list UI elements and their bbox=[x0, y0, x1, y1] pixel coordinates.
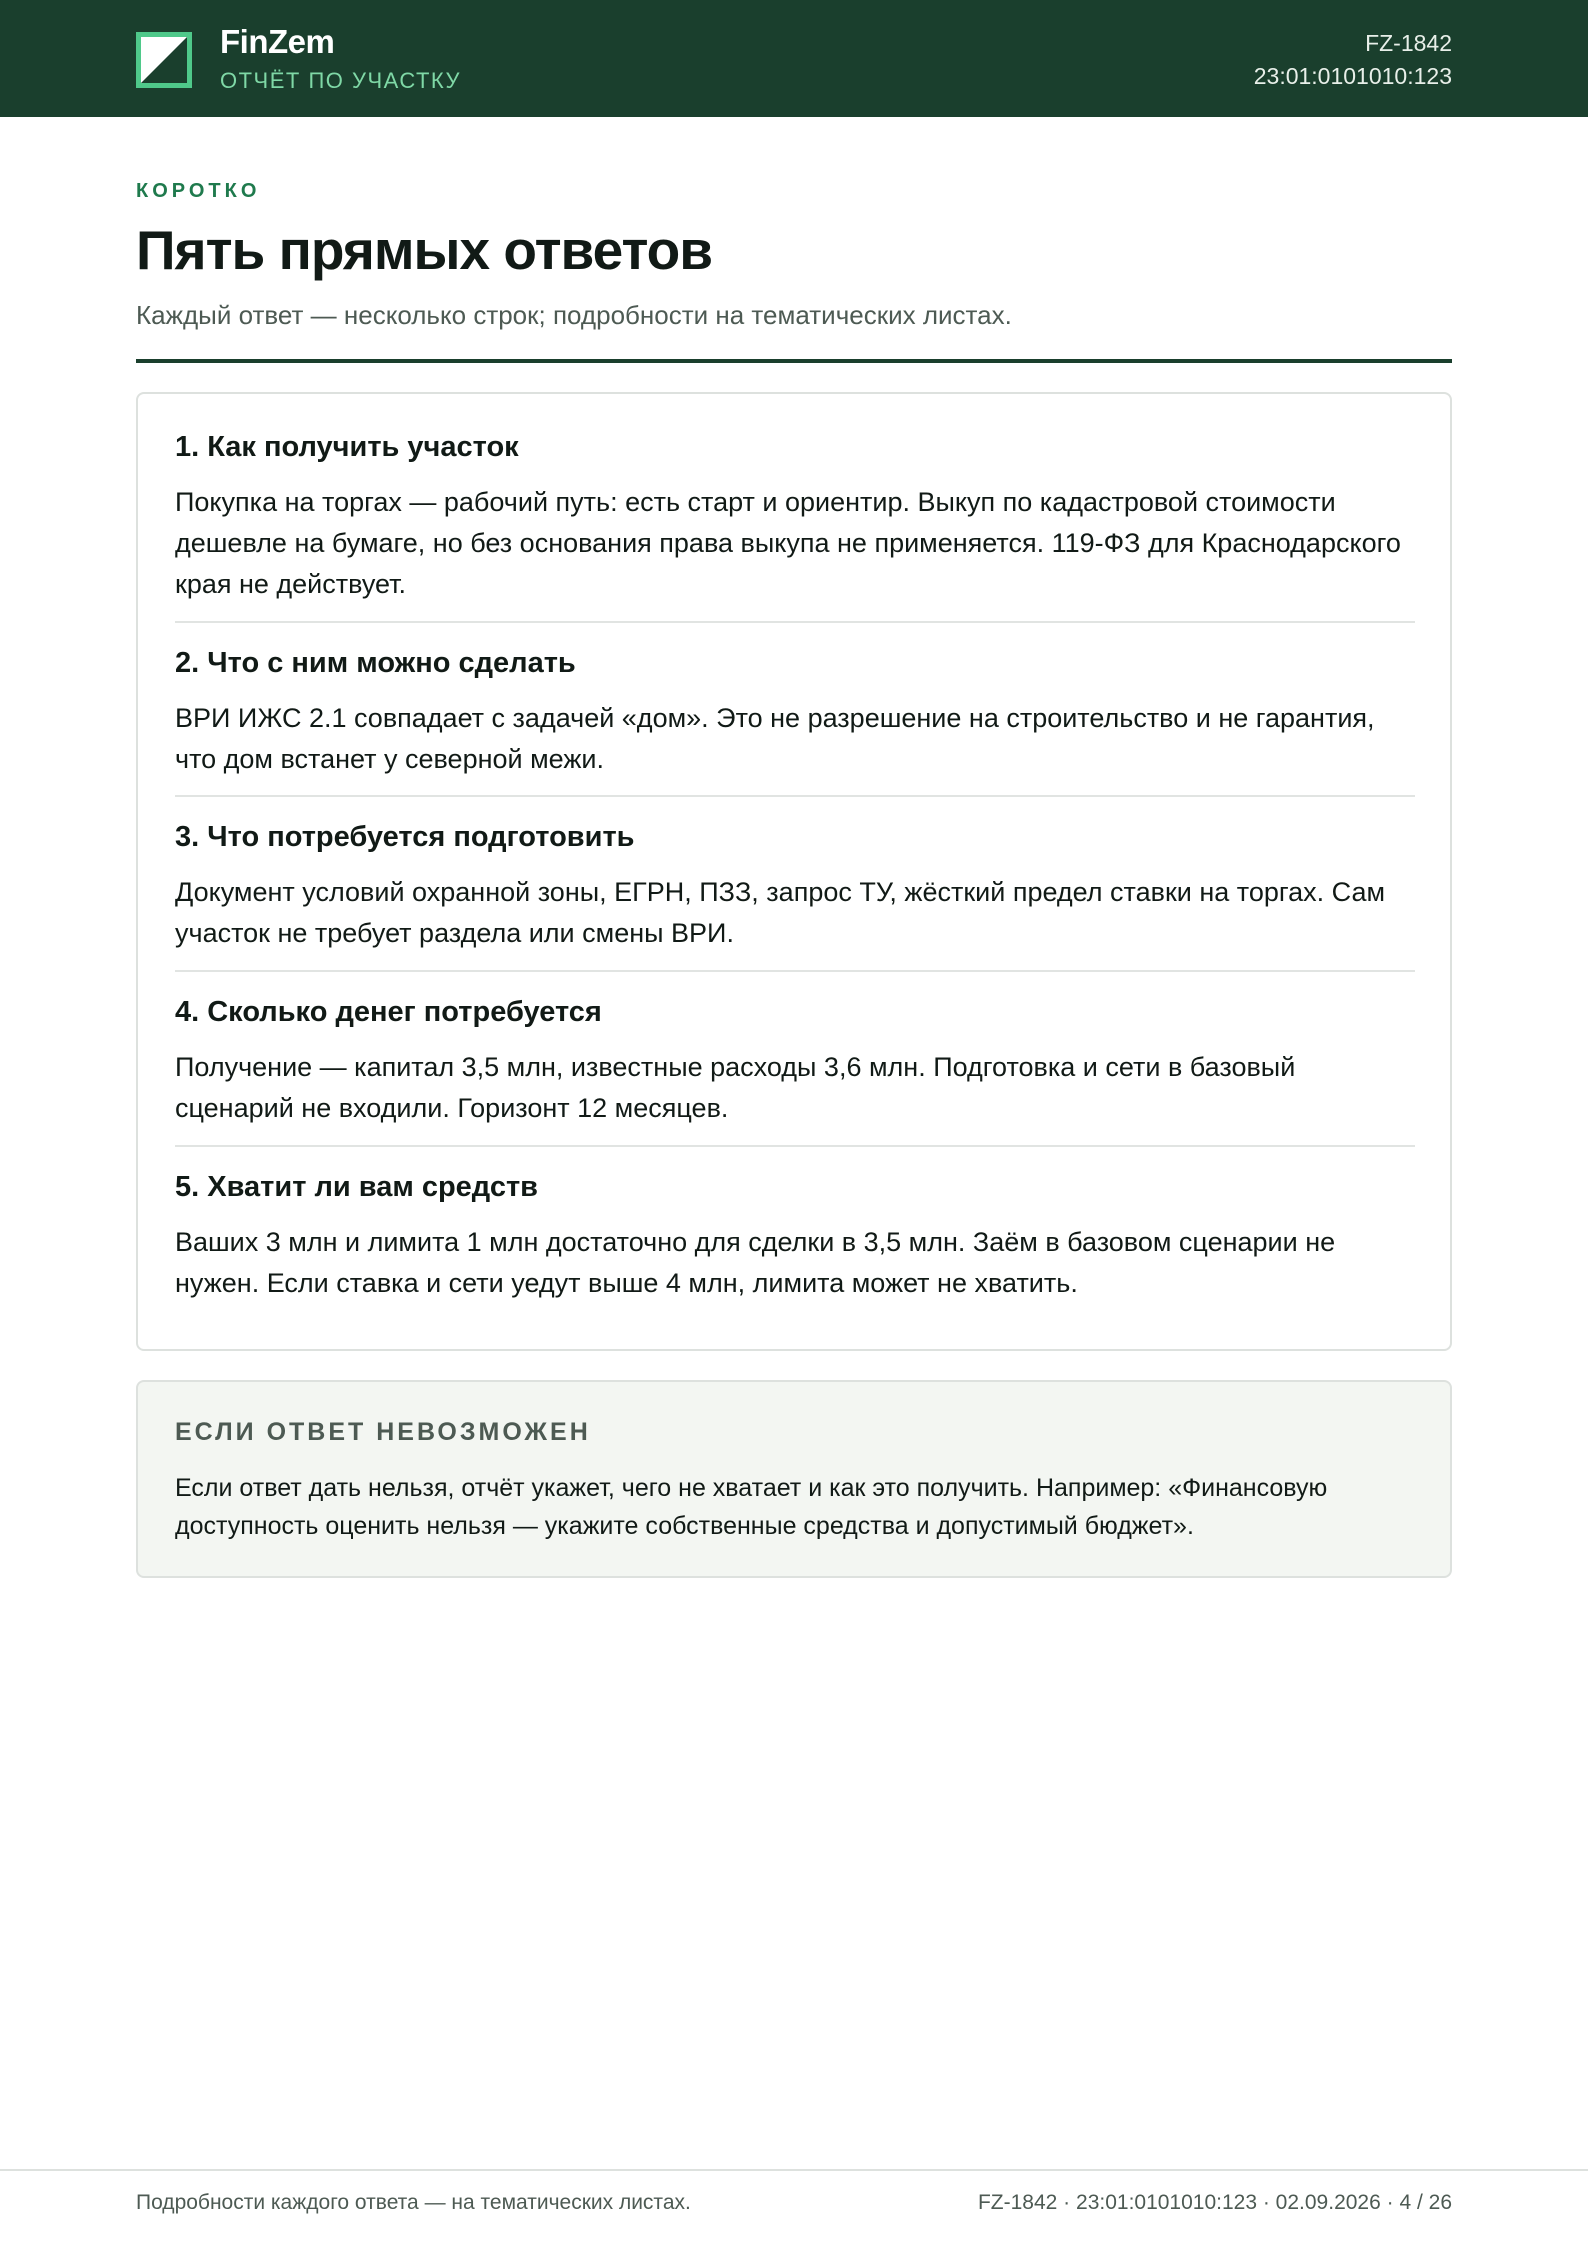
footer-divider bbox=[0, 2169, 1588, 2171]
answer-item bbox=[175, 430, 1415, 605]
answer-divider bbox=[175, 970, 1415, 972]
report-subtitle: ОТЧЁТ ПО УЧАСТКУ bbox=[220, 68, 461, 93]
answer-text: Получение — капитал 3,5 млн, известные расходы 3,6 млн. Подготовка и сети в базовый сценарий не входили. Горизонт 12 месяцев. bbox=[175, 1051, 1296, 1123]
note-text: Если ответ дать нельзя, отчёт укажет, чего не хватает и как это получить. Например: «Финансовую доступность оценить нельзя — укажите собственные средства и допустимый бюджет». bbox=[175, 1474, 1328, 1540]
footer-note: Подробности каждого ответа — на тематических листах. bbox=[136, 2191, 691, 2214]
answer-question: 5. Хватит ли вам средств bbox=[175, 1171, 538, 1203]
fallback-note-card bbox=[136, 1380, 1452, 1578]
page-title: Пять прямых ответов bbox=[136, 219, 713, 281]
answer-item bbox=[175, 646, 1415, 780]
answer-question: 4. Сколько денег потребуется bbox=[175, 996, 602, 1028]
answer-item bbox=[175, 820, 1415, 954]
answer-divider bbox=[175, 795, 1415, 797]
document-id: FZ-1842 bbox=[1365, 30, 1452, 56]
answer-question: 2. Что с ним можно сделать bbox=[175, 647, 576, 679]
answer-divider bbox=[175, 1145, 1415, 1147]
answer-item bbox=[175, 1170, 1415, 1304]
note-title: ЕСЛИ ОТВЕТ НЕВОЗМОЖЕН bbox=[175, 1418, 591, 1446]
answers-card bbox=[136, 392, 1452, 1351]
footer-page-info: FZ-1842 · 23:01:0101010:123 · 02.09.2026 · 4 / 26 bbox=[977, 2191, 1452, 2214]
section-eyebrow: КОРОТКО bbox=[136, 180, 261, 202]
answer-divider bbox=[175, 621, 1415, 623]
brand-name: FinZem bbox=[220, 23, 335, 60]
report-header bbox=[0, 0, 1588, 117]
answer-question: 3. Что потребуется подготовить bbox=[175, 821, 635, 853]
finzem-logo-icon bbox=[136, 32, 192, 88]
answer-question: 1. Как получить участок bbox=[175, 431, 519, 463]
answer-text: Ваших 3 млн и лимита 1 млн достаточно для сделки в 3,5 млн. Заём в базовом сценарии не нужен. Если ставка и сети уедут выше 4 млн, лимита может не хватить. bbox=[175, 1226, 1336, 1298]
page-lead: Каждый ответ — несколько строк; подробности на тематических листах. bbox=[136, 300, 1012, 330]
cadastral-number: 23:01:0101010:123 bbox=[1253, 63, 1452, 89]
title-divider bbox=[136, 359, 1452, 363]
answer-text: ВРИ ИЖС 2.1 совпадает с задачей «дом». Это не разрешение на строительство и не гарантия, что дом встанет у северной межи. bbox=[175, 702, 1375, 774]
answer-text: Покупка на торгах — рабочий путь: есть старт и ориентир. Выкуп по кадастровой стоимости дешевле на бумаге, но без основания права выкупа не применяется. 119-ФЗ для Краснодарского края не действует. bbox=[175, 486, 1401, 599]
answer-text: Документ условий охранной зоны, ЕГРН, ПЗЗ, запрос ТУ, жёсткий предел ставки на торгах. Сам участок не требует раздела или смены ВРИ. bbox=[175, 876, 1386, 948]
answer-item bbox=[175, 995, 1415, 1129]
